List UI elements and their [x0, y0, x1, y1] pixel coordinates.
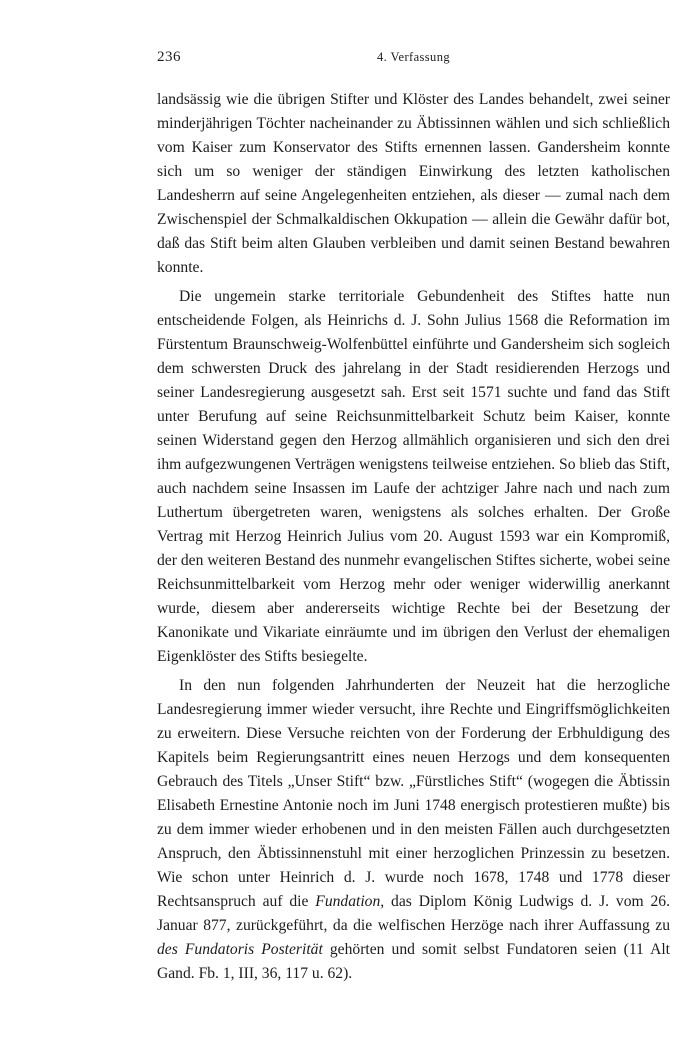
paragraph	[157, 285, 670, 669]
italic-term: Fundation,	[315, 893, 385, 910]
text-segment: das Diplom König Ludwigs d. J. vom 26. Januar 877, zurückgeführt, da die welfischen Herzöge nach ihrer Auffassung zu	[157, 893, 670, 934]
text-segment: gehörten und somit selbst Fundatoren seien (11 Alt Gand. Fb. 1, III, 36, 117 u. 62).	[157, 941, 670, 982]
page-number: 236	[157, 49, 181, 65]
paragraph	[157, 88, 670, 280]
italic-term: des Fundatoris Posterität	[157, 941, 323, 958]
page-header	[157, 49, 670, 73]
body-text	[157, 88, 670, 986]
text-segment: Die ungemein starke territoriale Gebundenheit des Stiftes hatte nun entscheidende Folgen, als Heinrichs d. J. Sohn Julius 1568 die Reformation im Fürstentum Braunschweig-Wolfenbüttel einführte und Gandersheim sich sogleich dem schwersten Druck des jahrelang in der Stadt residierenden Herzogs und seiner Landesregierung ausgesetzt sah. Erst seit 1571 suchte und fand das Stift unter Berufung auf seine Reichsunmittelbarkeit Schutz beim Kaiser, konnte seinen Widerstand gegen den Herzog allmählich organisieren und sich den drei ihm aufgezwungenen Verträgen wenigstens teilweise entziehen. So blieb das Stift, auch nachdem seine Insassen im Laufe der achtziger Jahre nach und nach zum Luthertum übergetreten waren, wenigstens als solches erhalten. Der Große Vertrag mit Herzog Heinrich Julius vom 20. August 1593 war ein Kompromiß, der den weiteren Bestand des nunmehr evangelischen Stiftes sicherte, wobei seine Reichsunmittelbarkeit vom Herzog mehr oder weniger widerwillig anerkannt wurde, diesem aber andererseits wichtige Rechte bei der Besetzung der Kanonikate und Vikariate einräumte und im übrigen den Verlust der ehemaligen Eigenklöster des Stifts besiegelte.	[157, 288, 670, 665]
text-segment: landsässig wie die übrigen Stifter und Klöster des Landes behandelt, zwei seiner minderjährigen Töchter nacheinander zu Äbtissinnen wählen und sich schließlich vom Kaiser zum Konservator des Stifts ernennen lassen. Gandersheim konnte sich um so weniger der ständigen Einwirkung des letzten katholischen Landesherrn auf seine Angelegenheiten entziehen, als dieser — zumal nach dem Zwischenspiel der Schmalkaldischen Okkupation — allein die Gewähr dafür bot, daß das Stift beim alten Glauben verbleiben und damit seinen Bestand bewahren konnte.	[157, 91, 670, 276]
paragraph	[157, 674, 670, 986]
running-head: 4. Verfassung	[376, 50, 451, 64]
text-segment: In den nun folgenden Jahrhunderten der Neuzeit hat die herzogliche Landesregierung immer wieder versucht, ihre Rechte und Eingriffsmöglichkeiten zu erweitern. Diese Versuche reichten von der Forderung der Erbhuldigung des Kapitels beim Regierungsantritt eines neuen Herzogs und dem konsequenten Gebrauch des Titels „Unser Stift“ bzw. „Fürstliches Stift“ (wogegen die Äbtissin Elisabeth Ernestine Antonie noch im Juni 1748 energisch protestieren mußte) bis zu dem immer wieder erhobenen und in den meisten Fällen auch durchgesetzten Anspruch, den Äbtissinnenstuhl mit einer herzoglichen Prinzessin zu besetzen. Wie schon unter Heinrich d. J. wurde noch 1678, 1748 und 1778 dieser Rechtsanspruch auf die	[157, 677, 670, 910]
